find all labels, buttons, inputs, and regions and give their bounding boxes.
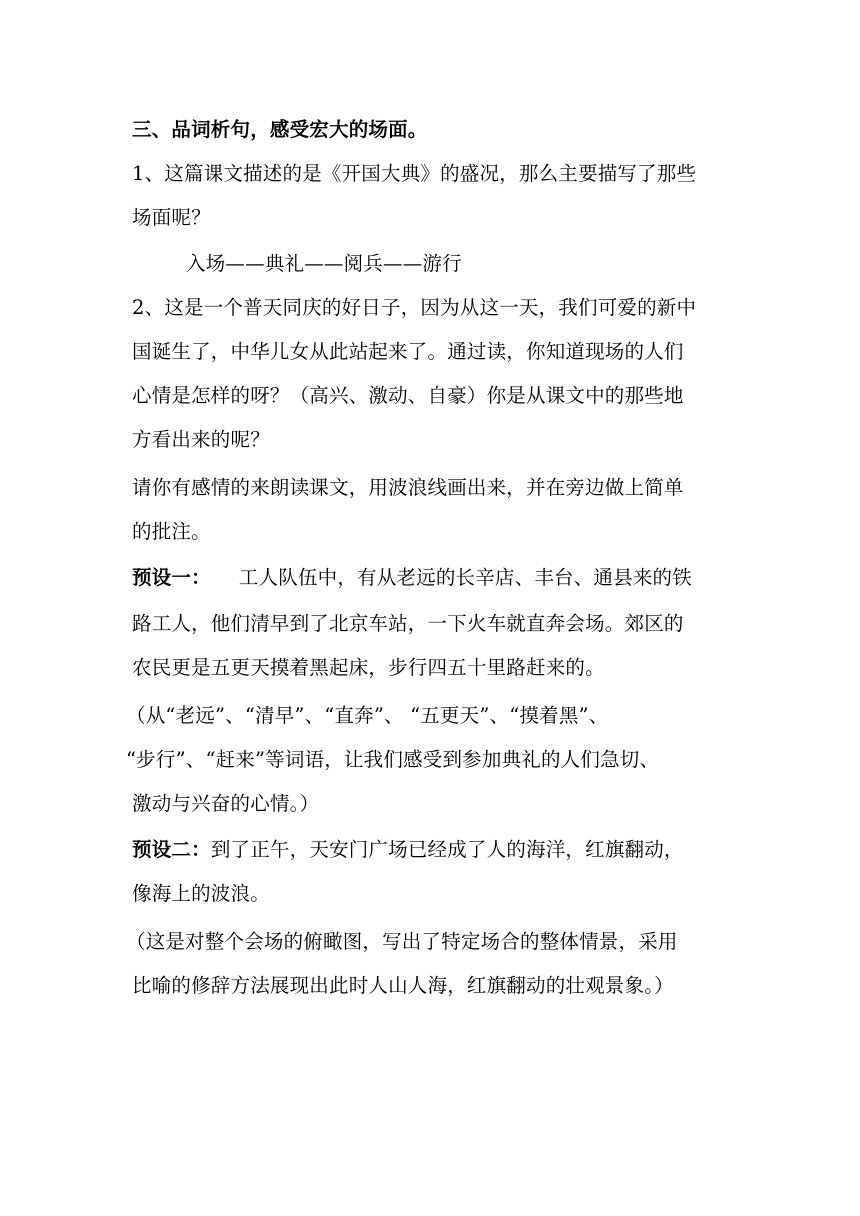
question-2-line-2: 国诞生了，中华儿女从此站起来了。通过读，你知道现场的人们 xyxy=(132,340,684,363)
preset-1-line-1 xyxy=(132,564,732,592)
preset-1-line-3: 农民更是五更天摸着黑起床，步行四五十里路赶来的。 xyxy=(132,656,605,679)
question-1-line-1: 1、这篇课文描述的是《开国大典》的盛况，那么主要描写了那些 xyxy=(132,162,697,185)
preset-1-note-line-1: （从“老远”、“清早”、“直奔”、 “五更天”、“摸着黑”、 xyxy=(126,704,609,727)
question-1-line-2: 场面呢？ xyxy=(132,206,211,229)
section-heading: 三、品词析句，感受宏大的场面。 xyxy=(132,118,428,141)
preset-1-label: 预设一： xyxy=(132,566,211,589)
preset-2-label: 预设二： xyxy=(132,838,211,861)
question-2-line-4: 方看出来的呢？ xyxy=(132,428,270,451)
preset-1-note-line-2: “步行”、“赶来”等词语，让我们感受到参加典礼的人们急切、 xyxy=(126,748,660,771)
preset-2-text: 到了正午，天安门广场已经成了人的海洋，红旗翻动， xyxy=(210,838,684,861)
instruction-line-1: 请你有感情的来朗读课文，用波浪线画出来，并在旁边做上简单 xyxy=(132,476,684,499)
instruction-line-2: 的批注。 xyxy=(132,520,211,543)
question-2-line-1: 2、这是一个普天同庆的好日子，因为从这一天，我们可爱的新中 xyxy=(132,296,697,319)
preset-2-note-line-1: （这是对整个会场的俯瞰图，写出了特定场合的整体情景，采用 xyxy=(126,930,678,953)
question-1-answer: 入场——典礼——阅兵——游行 xyxy=(186,252,462,275)
preset-2-note-line-2: 比喻的修辞方法展现出此时人山人海，红旗翻动的壮观景象。） xyxy=(132,974,674,997)
question-2-line-3: 心情是怎样的呀？（高兴、激动、自豪）你是从课文中的那些地 xyxy=(132,384,684,407)
preset-1-line-2: 路工人，他们清早到了北京车站，一下火车就直奔会场。郊区的 xyxy=(132,612,684,635)
preset-1-text: 工人队伍中，有从老远的长辛店、丰台、通县来的铁 xyxy=(238,566,692,589)
preset-2-line-1 xyxy=(132,836,732,864)
preset-1-note-line-3: 激动与兴奋的心情。） xyxy=(132,792,320,815)
preset-2-line-2: 像海上的波浪。 xyxy=(132,882,270,905)
